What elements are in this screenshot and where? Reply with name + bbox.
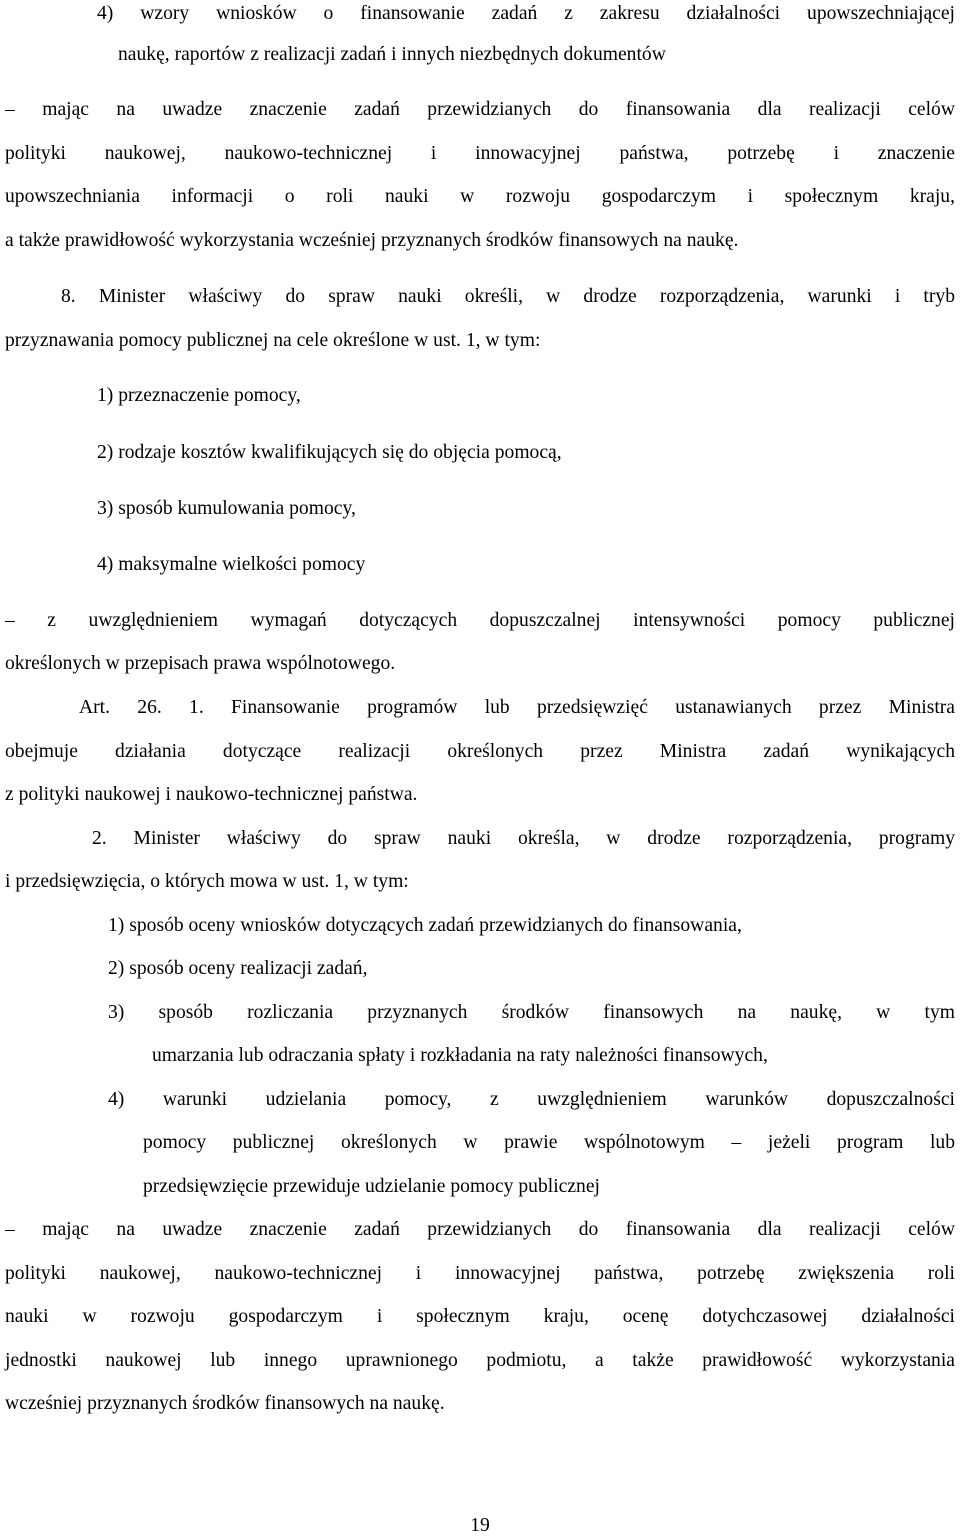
- text-line: 4) maksymalne wielkości pomocy: [97, 554, 366, 575]
- text-line: upowszechniania informacji o roli nauki w rozwoju gospodarczym i społecznym kraju,: [5, 186, 955, 207]
- text-line: 1) przeznaczenie pomocy,: [97, 385, 301, 406]
- text-line: 4) wzory wniosków o finansowanie zadań z zakresu działalności upowszechniającej: [97, 3, 955, 24]
- page-number: 19: [470, 1515, 490, 1536]
- text-line: określonych w przepisach prawa wspólnotowego.: [5, 653, 396, 674]
- text-line: polityki naukowej, naukowo-technicznej i innowacyjnej państwa, potrzebę zwiększenia roli: [5, 1263, 955, 1284]
- text-line: 4) warunki udzielania pomocy, z uwzględnieniem warunków dopuszczalności: [108, 1089, 955, 1110]
- text-line: nauki w rozwoju gospodarczym i społecznym kraju, ocenę dotychczasowej działalności: [5, 1306, 955, 1327]
- text-line: 8. Minister właściwy do spraw nauki określi, w drodze rozporządzenia, warunki i tryb: [61, 286, 955, 307]
- text-line: wcześniej przyznanych środków finansowych na naukę.: [5, 1393, 445, 1414]
- text-line: pomocy publicznej określonych w prawie wspólnotowym – jeżeli program lub: [143, 1132, 955, 1153]
- text-line: – mając na uwadze znaczenie zadań przewidzianych do finansowania dla realizacji celów: [5, 99, 955, 120]
- text-line: jednostki naukowej lub innego uprawnionego podmiotu, a także prawidłowość wykorzystania: [5, 1350, 955, 1371]
- text-line: – z uwzględnieniem wymagań dotyczących dopuszczalnej intensywności pomocy publicznej: [5, 610, 955, 631]
- text-line: obejmuje działania dotyczące realizacji określonych przez Ministra zadań wynikających: [5, 741, 955, 762]
- text-line: 2) sposób oceny realizacji zadań,: [108, 958, 368, 979]
- text-line: polityki naukowej, naukowo-technicznej i innowacyjnej państwa, potrzebę i znaczenie: [5, 143, 955, 164]
- text-line: a także prawidłowość wykorzystania wcześniej przyznanych środków finansowych na naukę.: [5, 230, 739, 251]
- text-line: Art. 26. 1. Finansowanie programów lub przedsięwzięć ustanawianych przez Ministra: [79, 697, 955, 718]
- text-line: umarzania lub odraczania spłaty i rozkładania na raty należności finansowych,: [152, 1045, 768, 1066]
- text-line: 3) sposób kumulowania pomocy,: [97, 498, 356, 519]
- text-line: 2. Minister właściwy do spraw nauki określa, w drodze rozporządzenia, programy: [92, 828, 955, 849]
- text-line: przedsięwzięcie przewiduje udzielanie pomocy publicznej: [143, 1176, 600, 1197]
- text-line: i przedsięwzięcia, o których mowa w ust. 1, w tym:: [5, 871, 409, 892]
- text-line: 3) sposób rozliczania przyznanych środków finansowych na naukę, w tym: [108, 1002, 955, 1023]
- text-line: 2) rodzaje kosztów kwalifikujących się do objęcia pomocą,: [97, 442, 562, 463]
- text-line: 1) sposób oceny wniosków dotyczących zadań przewidzianych do finansowania,: [108, 915, 742, 936]
- text-line: naukę, raportów z realizacji zadań i innych niezbędnych dokumentów: [118, 44, 666, 65]
- text-line: z polityki naukowej i naukowo-technicznej państwa.: [5, 784, 418, 805]
- text-line: przyznawania pomocy publicznej na cele określone w ust. 1, w tym:: [5, 330, 541, 351]
- text-line: – mając na uwadze znaczenie zadań przewidzianych do finansowania dla realizacji celów: [5, 1219, 955, 1240]
